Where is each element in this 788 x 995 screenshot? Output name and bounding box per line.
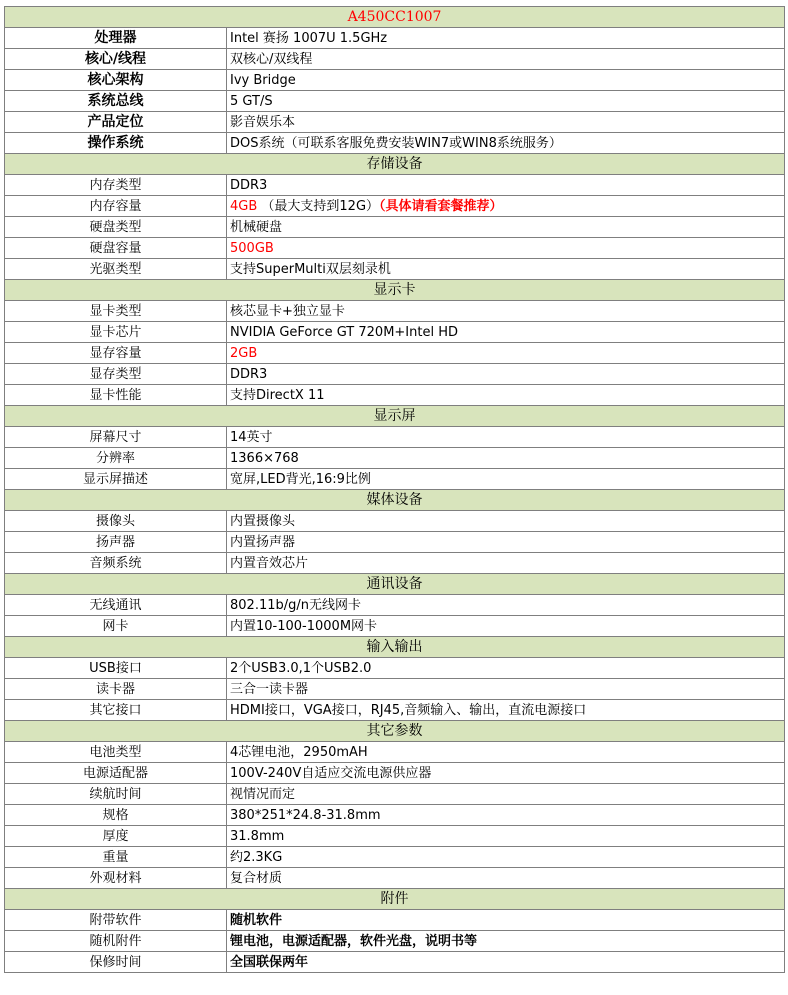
spec-label: 扬声器 (5, 532, 227, 553)
spec-value: DDR3 (227, 175, 785, 196)
spec-value: 双核心/双线程 (227, 49, 785, 70)
spec-label: 处理器 (5, 28, 227, 49)
section-header-row (5, 637, 785, 658)
table-row (5, 91, 785, 112)
section-header-row (5, 490, 785, 511)
spec-label: 显卡类型 (5, 301, 227, 322)
spec-label: 屏幕尺寸 (5, 427, 227, 448)
spec-value: 随机软件 (227, 910, 785, 931)
spec-label: 续航时间 (5, 784, 227, 805)
table-row (5, 679, 785, 700)
spec-label: 产品定位 (5, 112, 227, 133)
section-header: 输入输出 (5, 637, 785, 658)
spec-value: DDR3 (227, 364, 785, 385)
spec-label: 硬盘容量 (5, 238, 227, 259)
table-row (5, 385, 785, 406)
spec-value (227, 196, 785, 217)
spec-value: 内置音效芯片 (227, 553, 785, 574)
spec-value: 2个USB3.0,1个USB2.0 (227, 658, 785, 679)
spec-label: 硬盘类型 (5, 217, 227, 238)
spec-value: 500GB (227, 238, 785, 259)
spec-value: 内置10-100-1000M网卡 (227, 616, 785, 637)
spec-label: 显存容量 (5, 343, 227, 364)
spec-label: 摄像头 (5, 511, 227, 532)
spec-value: DOS系统（可联系客服免费安装WIN7或WIN8系统服务） (227, 133, 785, 154)
spec-value: 三合一读卡器 (227, 679, 785, 700)
section-header-row (5, 721, 785, 742)
spec-label: 随机附件 (5, 931, 227, 952)
spec-label: 显存类型 (5, 364, 227, 385)
section-header: 显示屏 (5, 406, 785, 427)
spec-label: USB接口 (5, 658, 227, 679)
spec-value: 支持SuperMulti双层刻录机 (227, 259, 785, 280)
spec-value: 机械硬盘 (227, 217, 785, 238)
spec-value: 内置摄像头 (227, 511, 785, 532)
spec-value: Intel 赛扬 1007U 1.5GHz (227, 28, 785, 49)
package-note: （具体请看套餐推荐） (379, 198, 503, 214)
title-row (5, 7, 785, 28)
table-row (5, 238, 785, 259)
table-row (5, 658, 785, 679)
table-row (5, 931, 785, 952)
spec-label: 外观材料 (5, 868, 227, 889)
section-header: 附件 (5, 889, 785, 910)
spec-value: 全国联保两年 (227, 952, 785, 973)
spec-label: 系统总线 (5, 91, 227, 112)
table-row (5, 532, 785, 553)
spec-value: 锂电池，电源适配器，软件光盘，说明书等 (227, 931, 785, 952)
spec-label: 网卡 (5, 616, 227, 637)
table-row (5, 448, 785, 469)
table-row (5, 301, 785, 322)
spec-value: 100V-240V自适应交流电源供应器 (227, 763, 785, 784)
spec-label: 其它接口 (5, 700, 227, 721)
section-header: 其它参数 (5, 721, 785, 742)
spec-value: 核芯显卡+独立显卡 (227, 301, 785, 322)
table-row (5, 28, 785, 49)
spec-value: NVIDIA GeForce GT 720M+Intel HD (227, 322, 785, 343)
table-row (5, 364, 785, 385)
spec-label: 规格 (5, 805, 227, 826)
table-row (5, 49, 785, 70)
spec-value: 4芯锂电池，2950mAH (227, 742, 785, 763)
spec-label: 电池类型 (5, 742, 227, 763)
section-header: 媒体设备 (5, 490, 785, 511)
spec-label: 分辨率 (5, 448, 227, 469)
table-row (5, 553, 785, 574)
spec-value: 视情况而定 (227, 784, 785, 805)
table-row (5, 427, 785, 448)
table-row (5, 763, 785, 784)
model-title: A450CC1007 (5, 7, 785, 28)
table-row (5, 742, 785, 763)
table-row (5, 70, 785, 91)
spec-label: 光驱类型 (5, 259, 227, 280)
spec-label: 电源适配器 (5, 763, 227, 784)
spec-label: 保修时间 (5, 952, 227, 973)
table-row (5, 511, 785, 532)
spec-label: 核心/线程 (5, 49, 227, 70)
spec-label: 附带软件 (5, 910, 227, 931)
table-row (5, 826, 785, 847)
table-row (5, 847, 785, 868)
section-header-row (5, 154, 785, 175)
table-row (5, 175, 785, 196)
table-row (5, 196, 785, 217)
table-row (5, 616, 785, 637)
spec-label: 厚度 (5, 826, 227, 847)
spec-value: 影音娱乐本 (227, 112, 785, 133)
spec-label: 核心架构 (5, 70, 227, 91)
section-header-row (5, 406, 785, 427)
spec-label: 显卡性能 (5, 385, 227, 406)
spec-table (4, 6, 785, 973)
table-row (5, 595, 785, 616)
spec-value: 内置扬声器 (227, 532, 785, 553)
spec-label: 无线通讯 (5, 595, 227, 616)
spec-value: 31.8mm (227, 826, 785, 847)
spec-label: 内存类型 (5, 175, 227, 196)
spec-value: 约2.3KG (227, 847, 785, 868)
section-header-row (5, 574, 785, 595)
spec-label: 显示屏描述 (5, 469, 227, 490)
spec-label: 操作系统 (5, 133, 227, 154)
table-row (5, 910, 785, 931)
spec-label: 重量 (5, 847, 227, 868)
spec-value: 复合材质 (227, 868, 785, 889)
table-row (5, 805, 785, 826)
spec-value: HDMI接口，VGA接口，RJ45,音频输入、输出，直流电源接口 (227, 700, 785, 721)
table-row (5, 259, 785, 280)
spec-label: 内存容量 (5, 196, 227, 217)
table-row (5, 469, 785, 490)
section-header: 存储设备 (5, 154, 785, 175)
memory-max-note: （最大支持到12G） (257, 198, 380, 214)
section-header-row (5, 280, 785, 301)
spec-label: 音频系统 (5, 553, 227, 574)
section-header: 通讯设备 (5, 574, 785, 595)
section-header-row (5, 889, 785, 910)
spec-value: 1366×768 (227, 448, 785, 469)
spec-value: 380*251*24.8-31.8mm (227, 805, 785, 826)
table-row (5, 784, 785, 805)
table-row (5, 952, 785, 973)
spec-value: 2GB (227, 343, 785, 364)
spec-value: Ivy Bridge (227, 70, 785, 91)
spec-value: 802.11b/g/n无线网卡 (227, 595, 785, 616)
spec-label: 显卡芯片 (5, 322, 227, 343)
table-row (5, 868, 785, 889)
memory-capacity: 4GB (230, 198, 258, 214)
table-row (5, 217, 785, 238)
table-row (5, 112, 785, 133)
spec-label: 读卡器 (5, 679, 227, 700)
spec-value: 支持DirectX 11 (227, 385, 785, 406)
spec-value: 5 GT/S (227, 91, 785, 112)
table-row (5, 700, 785, 721)
spec-value: 宽屏,LED背光,16:9比例 (227, 469, 785, 490)
table-row (5, 322, 785, 343)
table-row (5, 343, 785, 364)
spec-value: 14英寸 (227, 427, 785, 448)
table-row (5, 133, 785, 154)
section-header: 显示卡 (5, 280, 785, 301)
